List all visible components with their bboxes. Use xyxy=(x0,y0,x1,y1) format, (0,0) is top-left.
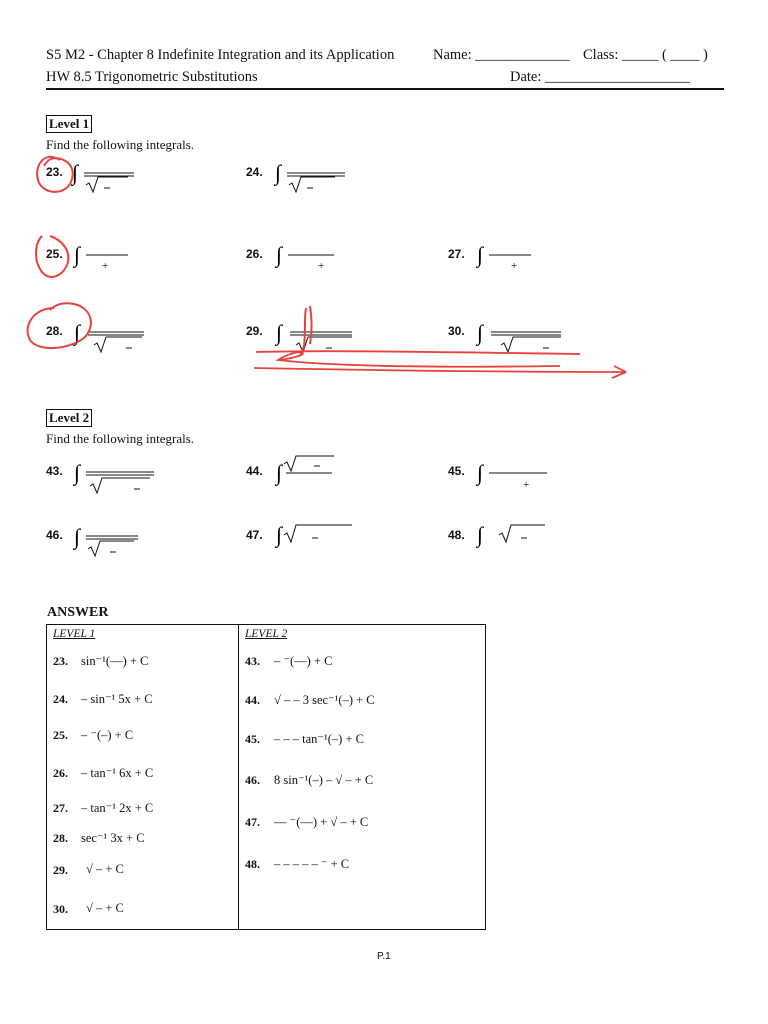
page-number: P.1 xyxy=(377,951,391,962)
svg-text:∫: ∫ xyxy=(74,460,81,485)
question-23-number: 23. xyxy=(46,165,63,179)
answer-45-number: 45. xyxy=(245,732,260,746)
strike-scribble xyxy=(254,351,626,378)
svg-text:+: + xyxy=(511,260,518,272)
question-30-number: 30. xyxy=(448,324,465,338)
question-48-number: 48. xyxy=(448,528,465,542)
svg-text:∫: ∫ xyxy=(74,320,81,345)
answer-27-expression: – tan⁻¹ 2x + C xyxy=(81,801,154,815)
svg-text:∫: ∫ xyxy=(276,460,283,485)
integral-expression-48 xyxy=(477,518,549,552)
answer-43-expression: – ⁻(—) + C xyxy=(274,654,333,668)
circle-mark-23 xyxy=(37,157,73,192)
svg-text:+: + xyxy=(523,479,530,491)
level2-title: Level 2 xyxy=(46,409,92,427)
question-45-number: 45. xyxy=(448,464,465,478)
level1-title: Level 1 xyxy=(46,115,92,133)
question-24-number: 24. xyxy=(246,165,263,179)
answer-26-expression: – tan⁻¹ 6x + C xyxy=(81,766,154,780)
date-field-label: Date: ____________________ xyxy=(510,69,691,85)
svg-text:∫: ∫ xyxy=(276,522,283,547)
svg-text:∫: ∫ xyxy=(477,522,484,547)
answer-44-expression: √ – – 3 sec⁻¹(–) + C xyxy=(274,693,375,707)
integral-expression-46 xyxy=(74,522,140,558)
answer-29-number: 29. xyxy=(53,863,68,877)
question-25-number: 25. xyxy=(46,247,63,261)
answer-30-number: 30. xyxy=(53,902,68,916)
answer-46-number: 46. xyxy=(245,773,260,787)
level2-instruction: Find the following integrals. xyxy=(46,431,195,446)
answer-47-expression: — ⁻(—) + √ – + C xyxy=(274,815,369,829)
svg-text:∫: ∫ xyxy=(477,242,484,267)
integral-expression-44 xyxy=(276,452,336,488)
worksheet-subtitle: HW 8.5 Trigonometric Substitutions xyxy=(46,69,258,85)
answer-27-number: 27. xyxy=(53,801,68,815)
answer-46-expression: 8 sin⁻¹(–) – √ – + C xyxy=(274,773,374,787)
svg-text:+: + xyxy=(102,260,109,272)
answer-25-number: 25. xyxy=(53,728,68,742)
svg-text:∫: ∫ xyxy=(477,460,484,485)
integral-expression-47 xyxy=(276,518,354,552)
circle-mark-25 xyxy=(36,236,68,277)
handwritten-annotations xyxy=(0,0,768,420)
question-44-number: 44. xyxy=(246,464,263,478)
answer-45-expression: – – – tan⁻¹(–) + C xyxy=(274,732,364,746)
name-field-label: Name: _____________ xyxy=(433,47,570,63)
circle-mark-28 xyxy=(27,303,90,348)
check-mark-29 xyxy=(300,306,312,356)
question-43-number: 43. xyxy=(46,464,63,478)
answer-level1-label: LEVEL 1 xyxy=(53,628,96,640)
answer-25-expression: – ⁻(–) + C xyxy=(81,728,134,742)
answer-29-expression: √ – + C xyxy=(86,862,124,876)
level1-instruction: Find the following integrals. xyxy=(46,137,195,152)
svg-text:∫: ∫ xyxy=(72,160,79,185)
svg-text:∫: ∫ xyxy=(74,524,81,549)
question-46-number: 46. xyxy=(46,528,63,542)
answer-30-expression: √ – + C xyxy=(86,901,124,915)
svg-text:∫: ∫ xyxy=(275,160,282,185)
answer-48-expression: – – – – – ⁻ + C xyxy=(274,857,350,871)
answer-24-expression: – sin⁻¹ 5x + C xyxy=(81,692,153,706)
answer-23-number: 23. xyxy=(53,654,68,668)
svg-text:∫: ∫ xyxy=(276,242,283,267)
svg-text:∫: ∫ xyxy=(477,320,484,345)
answer-28-expression: sec⁻¹ 3x + C xyxy=(81,831,145,845)
worksheet-title: S5 M2 - Chapter 8 Indefinite Integration and its Application xyxy=(46,47,395,63)
question-29-number: 29. xyxy=(246,324,263,338)
integral-expression-45 xyxy=(477,458,549,494)
svg-text:∫: ∫ xyxy=(276,320,283,345)
svg-text:∫: ∫ xyxy=(74,242,81,267)
question-27-number: 27. xyxy=(448,247,465,261)
question-47-number: 47. xyxy=(246,528,263,542)
question-28-number: 28. xyxy=(46,324,63,338)
answer-26-number: 26. xyxy=(53,766,68,780)
answer-table-divider xyxy=(238,624,239,929)
answer-heading: ANSWER xyxy=(47,605,109,620)
answer-43-number: 43. xyxy=(245,654,260,668)
answer-28-number: 28. xyxy=(53,831,68,845)
answer-23-expression: sin⁻¹(—) + C xyxy=(81,654,149,668)
answer-47-number: 47. xyxy=(245,815,260,829)
svg-text:+: + xyxy=(318,260,325,272)
answer-24-number: 24. xyxy=(53,692,68,706)
answer-48-number: 48. xyxy=(245,857,260,871)
answer-44-number: 44. xyxy=(245,693,260,707)
question-26-number: 26. xyxy=(246,247,263,261)
integral-expression-43 xyxy=(74,458,156,494)
answer-level2-label: LEVEL 2 xyxy=(245,628,288,640)
class-field-label: Class: _____ ( ____ ) xyxy=(583,47,708,63)
